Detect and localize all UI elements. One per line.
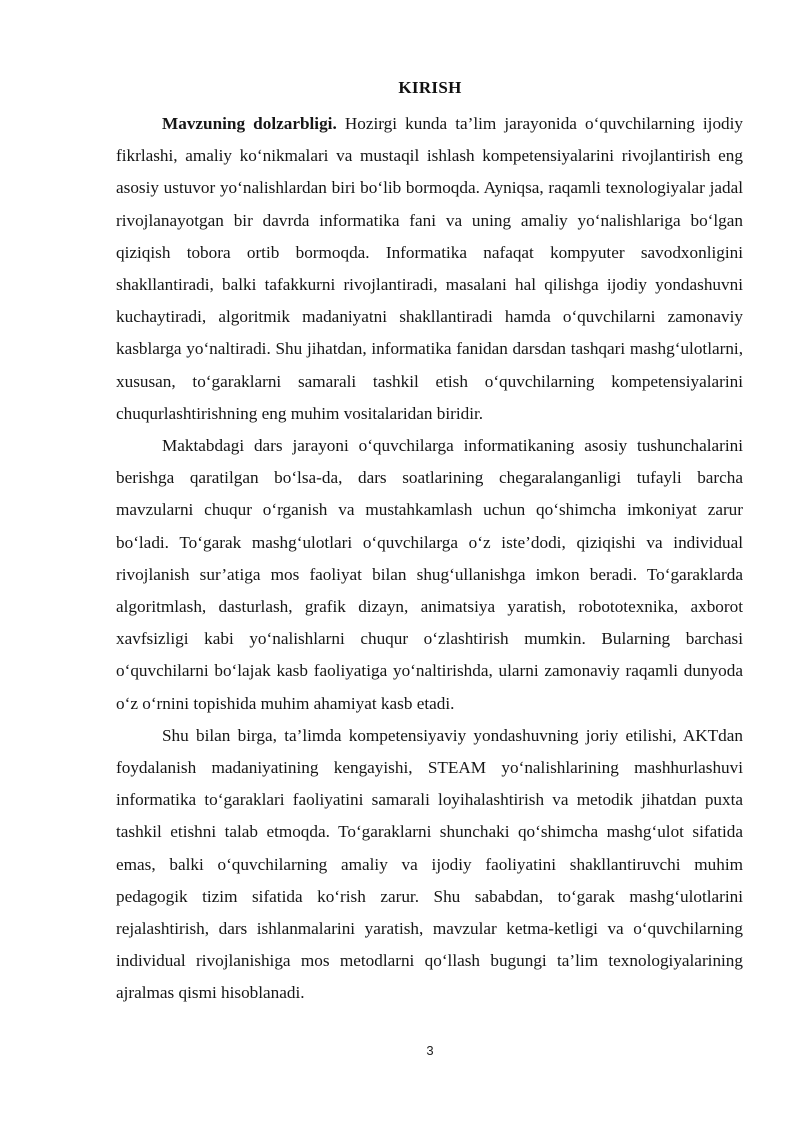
page-title: KIRISH bbox=[398, 78, 462, 97]
paragraph-lead: Mavzuning dolzarbligi. bbox=[162, 114, 337, 133]
paragraph-school-lessons bbox=[116, 430, 743, 720]
paragraph-text: Hozirgi kunda ta’lim jarayonida o‘quvchilarning ijodiy fikrlashi, amaliy ko‘nikmalari va mustaqil ishlash kompetensiyalarini rivojlantirish eng asosiy ustuvor yo‘nalishlardan biri bo‘lib bormoqda. Ayniqsa, raqamli texnologiyalar jadal rivojlanayotgan bir davrda informatika fani va uning amaliy yo‘nalishlariga bo‘lgan qiziqish tobora ortib bormoqda. Informatika nafaqat kompyuter savodxonligini shakllantiradi, balki tafakkurni rivojlantiradi, masalani hal qilishga ijodiy yondashuvni kuchaytiradi, algoritmik madaniyatni shakllantiradi hamda o‘quvchilarni zamonaviy kasblarga yo‘naltiradi. Shu jihatdan, informatika fanidan darsdan tashqari mashg‘ulotlarni, xususan, to‘garaklarni samarali tashkil etish o‘quvchilarning kompetensiyalarini chuqurlashtirishning eng muhim vositalaridan biridir. bbox=[116, 114, 744, 423]
paragraph-relevance bbox=[116, 108, 743, 430]
paragraph-competency-approach bbox=[116, 720, 743, 1010]
page-number: 3 bbox=[426, 1043, 434, 1058]
paragraph-text: Maktabdagi dars jarayoni o‘quvchilarga informatikaning asosiy tushunchalarini berishga qaratilgan bo‘lsa-da, dars soatlarining chegaralanganligi tufayli barcha mavzularni chuqur o‘rganish va mustahkamlash uchun qo‘shimcha imkoniyat zarur bo‘ladi. To‘garak mashg‘ulotlari o‘quvchilarga o‘z iste’dodi, qiziqishi va individual rivojlanish sur’atiga mos faoliyat bilan shug‘ullanishga imkon beradi. To‘garaklarda algoritmlash, dasturlash, grafik dizayn, animatsiya yaratish, robototexnika, axborot xavfsizligi kabi yo‘nalishlarni chuqur o‘zlashtirish mumkin. Bularning barchasi o‘quvchilarni bo‘lajak kasb faoliyatiga yo‘naltirishda, ularni zamonaviy raqamli dunyoda o‘z o‘rnini topishida muhim ahamiyat kasb etadi. bbox=[116, 436, 743, 713]
body-text bbox=[116, 108, 743, 1010]
paragraph-text: Shu bilan birga, ta’limda kompetensiyaviy yondashuvning joriy etilishi, AKTdan foydalanish madaniyatining kengayishi, STEAM yo‘nalishlarining mashhurlashuvi informatika to‘garaklari faoliyatini samarali loyihalashtirish va metodik jihatdan puxta tashkil etishni talab etmoqda. To‘garaklarni shunchaki qo‘shimcha mashg‘ulot sifatida emas, balki o‘quvchilarning amaliy va ijodiy faoliyatini shakllantiruvchi muhim pedagogik tizim sifatida ko‘rish zarur. Shu sababdan, to‘garak mashg‘ulotlarini rejalashtirish, dars ishlanmalarini yaratish, mavzular ketma-ketligi va o‘quvchilarning individual rivojlanishiga mos metodlarni qo‘llash bugungi ta’lim texnologiyalarining ajralmas qismi hisoblanadi. bbox=[116, 725, 743, 1003]
